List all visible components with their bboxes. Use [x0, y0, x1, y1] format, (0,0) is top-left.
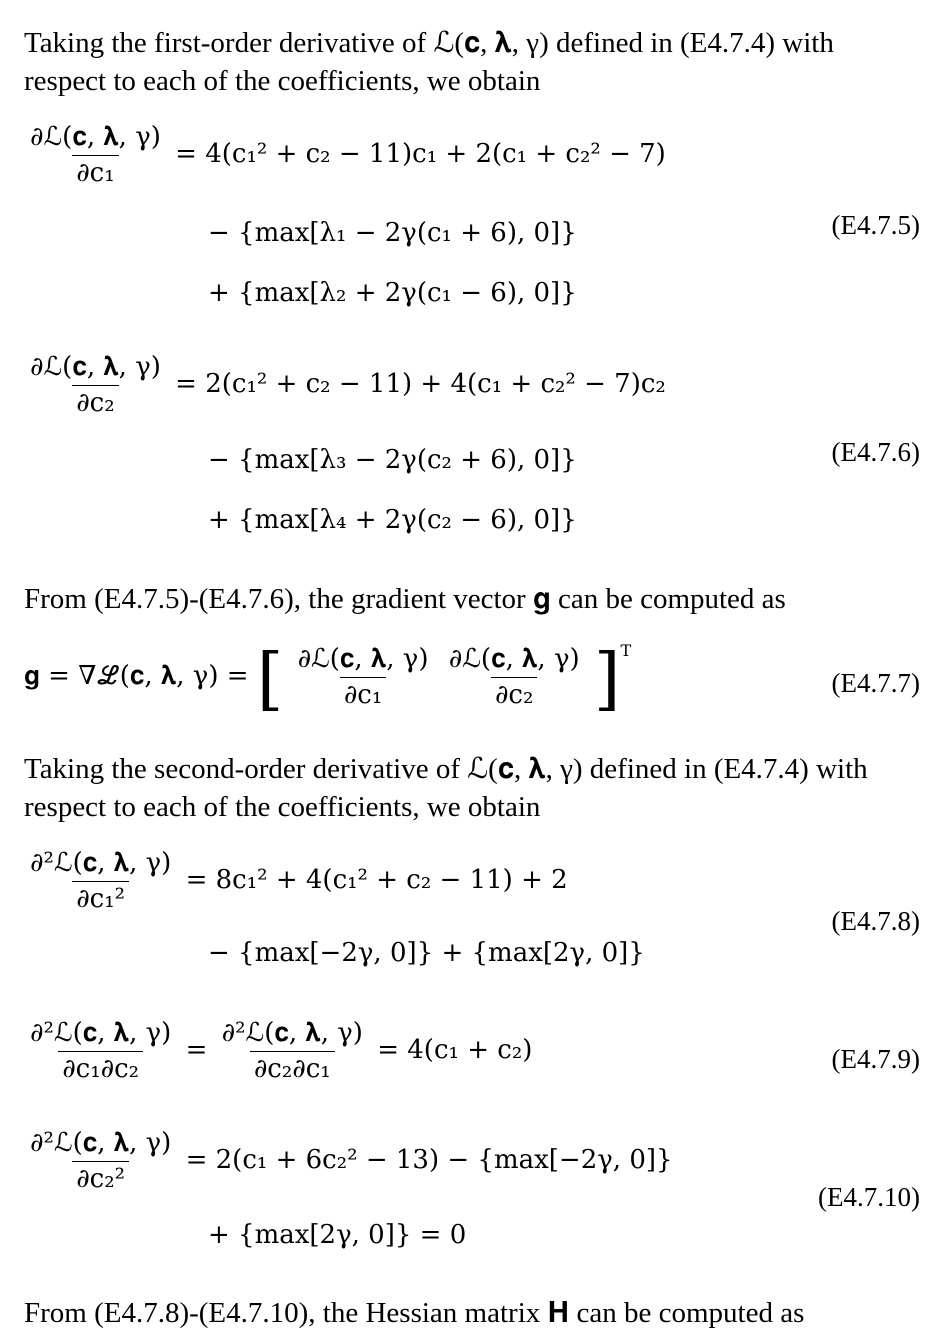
denominator: ∂c₁∂c₂: [58, 1051, 143, 1084]
fraction: [26, 1128, 175, 1194]
left-bracket: [: [256, 640, 284, 719]
right-bracket: ]: [593, 640, 621, 719]
numerator: ∂ℒ(𝐜, 𝛌, γ): [448, 644, 580, 674]
numerator: ∂ℒ(𝐜, 𝛌, γ): [30, 122, 161, 152]
denominator: ∂c₁: [72, 155, 118, 188]
fraction: [26, 1018, 175, 1084]
denominator: ∂c₁: [340, 677, 386, 710]
numerator: ∂ℒ(𝐜, 𝛌, γ): [297, 644, 429, 674]
denominator: ∂c₂: [491, 677, 537, 710]
fraction: [218, 1018, 367, 1084]
equation-e476-line2: − {max[λ₃ − 2γ(c₂ + 6), 0]}: [208, 445, 577, 475]
paragraph-line: respect to each of the coefficients, we obtain: [24, 65, 541, 97]
fraction: [294, 644, 433, 710]
equation-e476: [24, 352, 666, 418]
equation-e475-line3: + {max[λ₂ + 2γ(c₁ − 6), 0]}: [208, 278, 577, 308]
numerator: ∂²ℒ(𝐜, 𝛌, γ): [221, 1018, 363, 1048]
equation-e475: [24, 122, 666, 188]
equation-e4710-line2: + {max[2γ, 0]} = 0: [208, 1220, 467, 1250]
fraction: [26, 848, 175, 914]
numerator: ∂²ℒ(𝐜, 𝛌, γ): [30, 1128, 172, 1158]
paragraph-intro-first-derivative: [24, 24, 924, 100]
denominator: ∂c₁²: [72, 881, 129, 914]
equation-number: (E4.7.7): [831, 668, 920, 698]
equation-rhs: = 2(c₁ + 6c₂² − 13) − {max[−2γ, 0]}: [185, 1145, 673, 1175]
equation-rhs: = 8c₁² + 4(c₁² + c₂ − 11) + 2: [185, 865, 568, 895]
numerator: ∂ℒ(𝐜, 𝛌, γ): [30, 352, 161, 382]
equation-number: (E4.7.9): [831, 1044, 920, 1074]
equation-e476-line3: + {max[λ₄ + 2γ(c₂ − 6), 0]}: [208, 505, 577, 535]
fraction: [445, 644, 584, 710]
equation-e477: [24, 640, 631, 719]
paragraph-line: Taking the first-order derivative of ℒ(𝐜, 𝛌, γ) defined in (E4.7.4) with: [24, 27, 834, 59]
equation-number: (E4.7.8): [831, 906, 920, 936]
denominator: ∂c₂: [72, 385, 118, 418]
paragraph-gradient: From (E4.7.5)-(E4.7.6), the gradient vector 𝐠 can be computed as: [24, 583, 786, 615]
equation-e478-line2: − {max[−2γ, 0]} + {max[2γ, 0]}: [208, 938, 645, 968]
equation-lhs: 𝐠 = ∇ℒ(𝐜, 𝛌, γ) =: [24, 661, 249, 691]
equation-rhs: = 4(c₁² + c₂ − 11)c₁ + 2(c₁ + c₂² − 7): [175, 139, 666, 169]
fraction: [26, 352, 165, 418]
equation-e475-line2: − {max[λ₁ − 2γ(c₁ + 6), 0]}: [208, 218, 577, 248]
equation-e479: [24, 1018, 532, 1084]
equation-number: (E4.7.10): [818, 1182, 920, 1212]
paragraph-hessian: From (E4.7.8)-(E4.7.10), the Hessian matrix 𝐇 can be computed as: [24, 1297, 805, 1329]
equation-number: (E4.7.5): [831, 210, 920, 240]
numerator: ∂²ℒ(𝐜, 𝛌, γ): [30, 1018, 172, 1048]
numerator: ∂²ℒ(𝐜, 𝛌, γ): [30, 848, 172, 878]
equation-rhs: = 2(c₁² + c₂ − 11) + 4(c₁ + c₂² − 7)c₂: [175, 369, 666, 399]
paragraph-line: Taking the second-order derivative of ℒ(𝐜, 𝛌, γ) defined in (E4.7.4) with: [24, 753, 868, 785]
paragraph-line: respect to each of the coefficients, we obtain: [24, 791, 541, 823]
transpose-mark: T: [620, 641, 632, 660]
equation-number: (E4.7.6): [831, 437, 920, 467]
denominator: ∂c₂²: [72, 1161, 129, 1194]
equation-e478: [24, 848, 568, 914]
denominator: ∂c₂∂c₁: [250, 1051, 335, 1084]
equation-e4710: [24, 1128, 673, 1194]
equals-sign: =: [185, 1035, 208, 1065]
fraction: [26, 122, 165, 188]
equation-rhs: = 4(c₁ + c₂): [377, 1035, 533, 1065]
paragraph-intro-second-derivative: [24, 750, 924, 826]
